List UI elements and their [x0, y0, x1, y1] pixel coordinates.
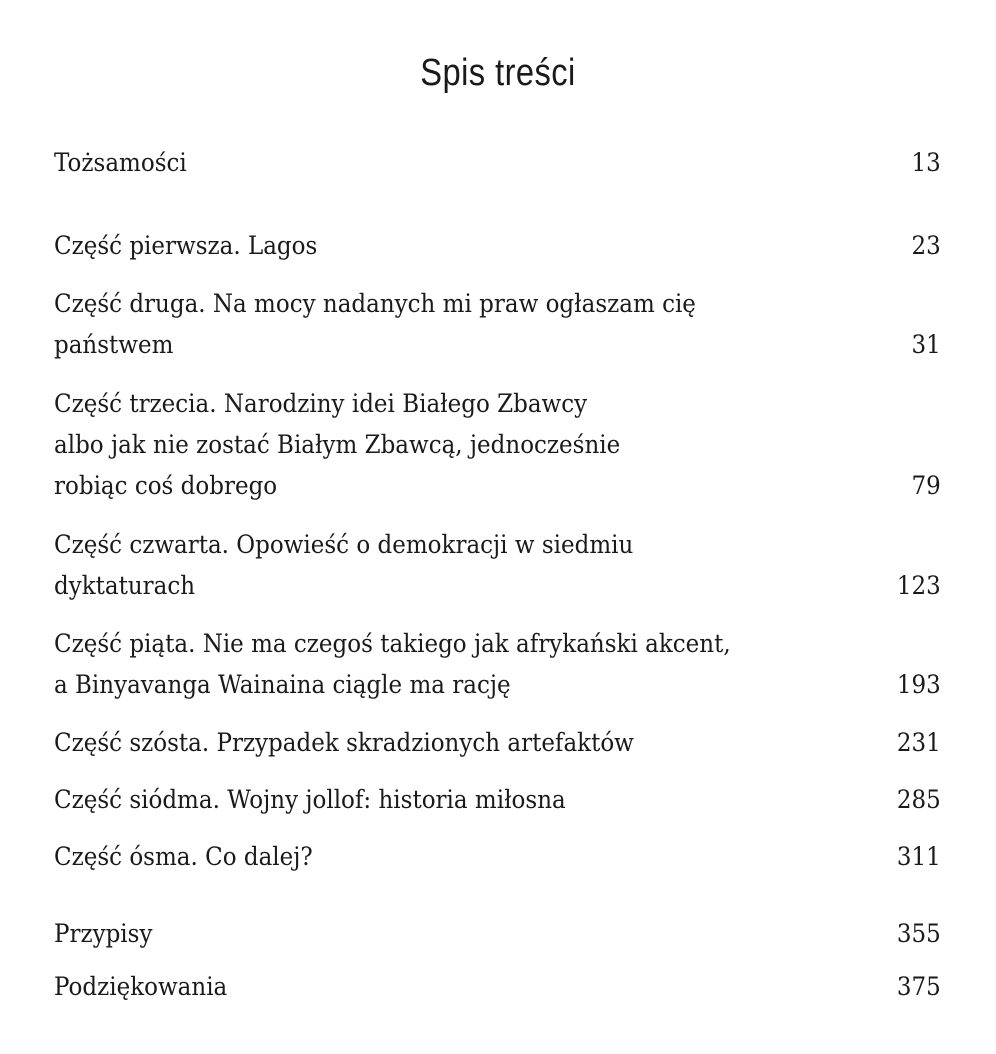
toc-entry [54, 225, 941, 266]
toc-page-number: 31 [911, 330, 941, 359]
toc-page-number: 285 [897, 785, 941, 814]
toc-page-number: 311 [897, 842, 941, 871]
toc-entry-title-line: Część pierwsza. Lagos [54, 231, 318, 260]
toc-entry-title-line: Część siódma. Wojny jollof: historia miłosna [54, 785, 566, 814]
toc-entry-title-line: Część trzecia. Narodziny idei Białego Zbawcy [54, 389, 588, 418]
toc-page-number: 23 [911, 231, 941, 260]
toc-entry [54, 913, 941, 954]
toc-entry [54, 383, 941, 506]
toc-entry [54, 722, 941, 763]
toc-page-number: 13 [911, 148, 941, 177]
toc-entry [54, 623, 941, 705]
toc-entry-title-line: robiąc coś dobrego [54, 471, 278, 500]
toc-entry-title-line: Część druga. Na mocy nadanych mi praw ogłaszam cię [54, 289, 696, 318]
toc-entry [54, 142, 941, 183]
toc-entry-title-line: Część czwarta. Opowieść o demokracji w siedmiu [54, 530, 634, 559]
toc-entry-title-line: Część ósma. Co dalej? [54, 842, 313, 871]
toc-entry [54, 524, 941, 606]
toc-entry-title-line: dyktaturach [54, 571, 196, 600]
toc-page-number: 79 [911, 471, 941, 500]
toc-page-number: 123 [897, 571, 941, 600]
toc-entry-title-line: albo jak nie zostać Białym Zbawcą, jednocześnie [54, 430, 621, 459]
toc-entry [54, 779, 941, 820]
toc-entry-title-line: Tożsamości [54, 148, 187, 177]
toc-page-number: 231 [897, 728, 941, 757]
toc-entry [54, 836, 941, 877]
toc-entry-title-line: Podziękowania [54, 972, 228, 1001]
toc-page-number: 355 [897, 919, 941, 948]
toc-entry [54, 966, 941, 1007]
toc-entry-title-line: Część piąta. Nie ma czegoś takiego jak afrykański akcent, [54, 629, 731, 658]
toc-entry-title-line: państwem [54, 330, 174, 359]
toc-entry-title-line: Przypisy [54, 919, 153, 948]
toc-entry-title-line: Część szósta. Przypadek skradzionych artefaktów [54, 728, 634, 757]
toc-entry [54, 283, 941, 365]
toc-page-number: 375 [897, 972, 941, 1001]
toc-entry-title-line: a Binyavanga Wainaina ciągle ma rację [54, 670, 511, 699]
toc-page-number: 193 [897, 670, 941, 699]
page-title: Spis treści [420, 52, 576, 94]
